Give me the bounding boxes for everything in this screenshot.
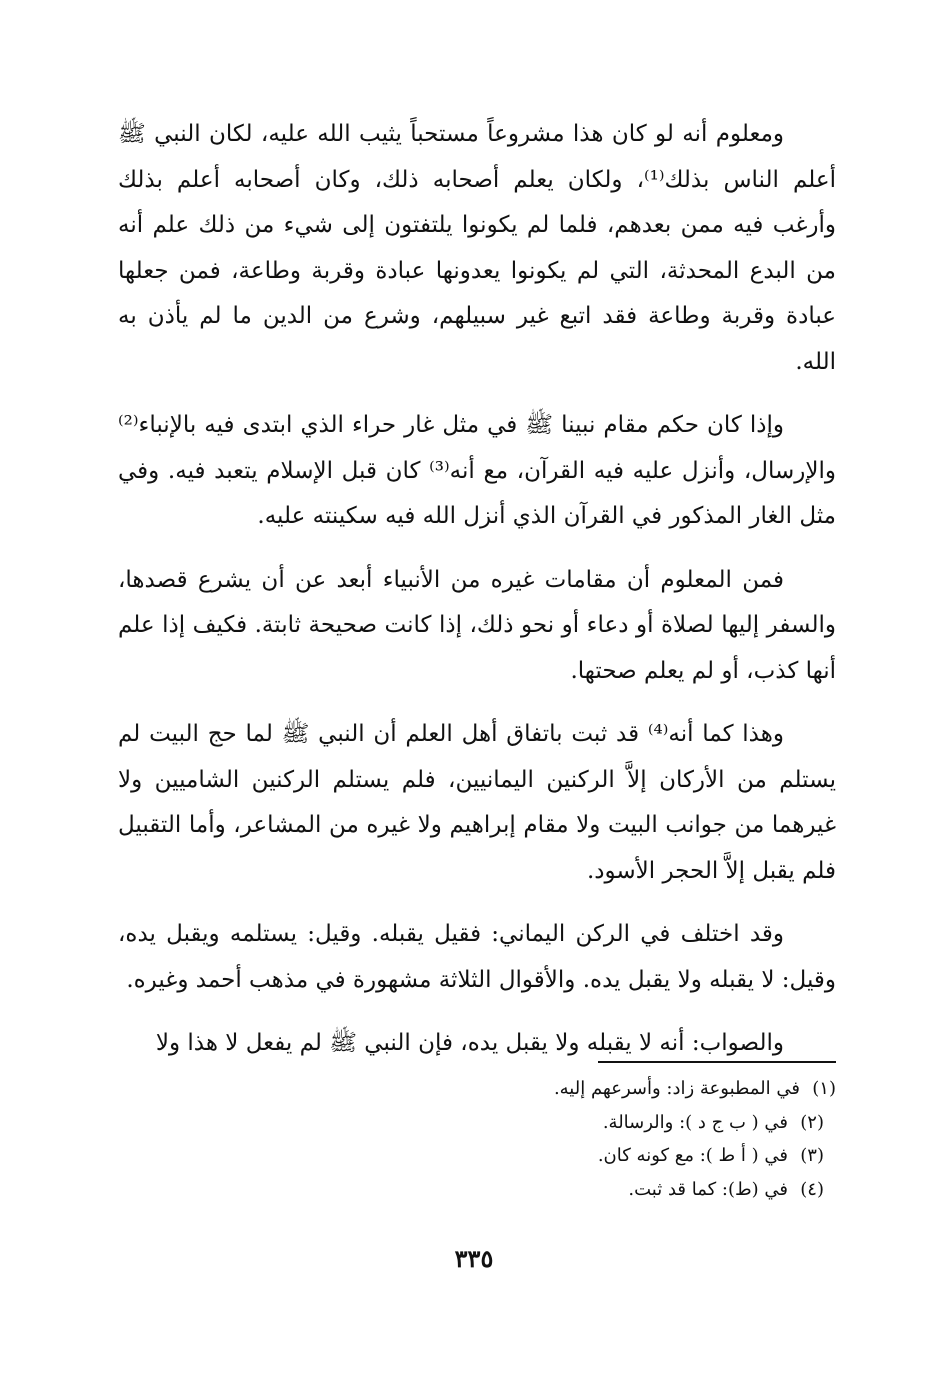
footnote-number: (٣) (800, 1145, 824, 1166)
footnote-separator (598, 1061, 836, 1063)
footnote-text: في (ط): كما قد ثبت. (628, 1178, 788, 1200)
footnote-text: في ( ب ج د ): والرسالة. (602, 1111, 788, 1133)
page-number: ٣٣٥ (454, 1244, 494, 1273)
footnote-4 (118, 1173, 836, 1207)
footnote-number: (١) (812, 1078, 836, 1099)
paragraph-4: وهذا كما أنه⁽⁴⁾ قد ثبت باتفاق أهل العلم أن النبي ﷺ لما حج البيت لم يستلم من الأركان إلاَّ الركنين اليمانيين، فلم يستلم الركنين الشاميين ولا غيرهما من جوانب البيت ولا مقام إبراهيم ولا غيره من المشاعر، وأما التقبيل فلم يقبل إلاَّ الحجر الأسود. (118, 721, 836, 884)
footnote-text: في ( أ ط ): مع كونه كان. (597, 1145, 788, 1166)
main-text (118, 112, 836, 1067)
paragraph-6: والصواب: أنه لا يقبله ولا يقبل يده، فإن النبي ﷺ لم يفعل لا هذا ولا (155, 1030, 784, 1056)
footnote-1 (118, 1072, 836, 1106)
paragraph-2: وإذا كان حكم مقام نبينا ﷺ في مثل غار حراء الذي ابتدى فيه بالإنباء⁽²⁾ والإرسال، وأنزل عليه فيه القرآن، مع أنه⁽³⁾ كان قبل الإسلام يتعبد فيه. وفي مثل الغار المذكور في القرآن الذي أنزل الله فيه سكينته عليه. (118, 412, 836, 529)
paragraph-1: ومعلوم أنه لو كان هذا مشروعاً مستحباً يثيب الله عليه، لكان النبي ﷺ أعلم الناس بذلك⁽¹⁾، ولكان يعلم أصحابه ذلك، وكان أصحابه أعلم بذلك وأرغب فيه ممن بعدهم، فلما لم يكونوا يلتفتون إلى شيء من ذلك علم أنه من البدع المحدثة، التي لم يكونوا يعدونها عبادة وقربة وطاعة، فمن جعلها عبادة وقربة وطاعة فقد اتبع غير سبيلهم، وشرع من الدين ما لم يأذن به الله. (118, 121, 836, 375)
footnote-3 (118, 1139, 836, 1173)
footnotes (118, 1072, 836, 1206)
footnote-text: في المطبوعة زاد: وأسرعهم إليه. (553, 1078, 800, 1099)
paragraph-5: وقد اختلف في الركن اليماني: فقيل يقبله. وقيل: يستلمه ويقبل يده، وقيل: لا يقبله ولا يقبل يده. والأقوال الثلاثة مشهورة في مذهب أحمد وغيره. (118, 921, 836, 993)
footnote-2 (118, 1106, 836, 1140)
footnote-number: (٤) (800, 1178, 824, 1200)
footnote-number: (٢) (800, 1111, 824, 1133)
paragraph-3: فمن المعلوم أن مقامات غيره من الأنبياء أبعد عن أن يشرع قصدها، والسفر إليها لصلاة أو دعاء أو نحو ذلك، إذا كانت صحيحة ثابتة. فكيف إذا علم أنها كذب، أو لم يعلم صحتها. (118, 566, 836, 684)
